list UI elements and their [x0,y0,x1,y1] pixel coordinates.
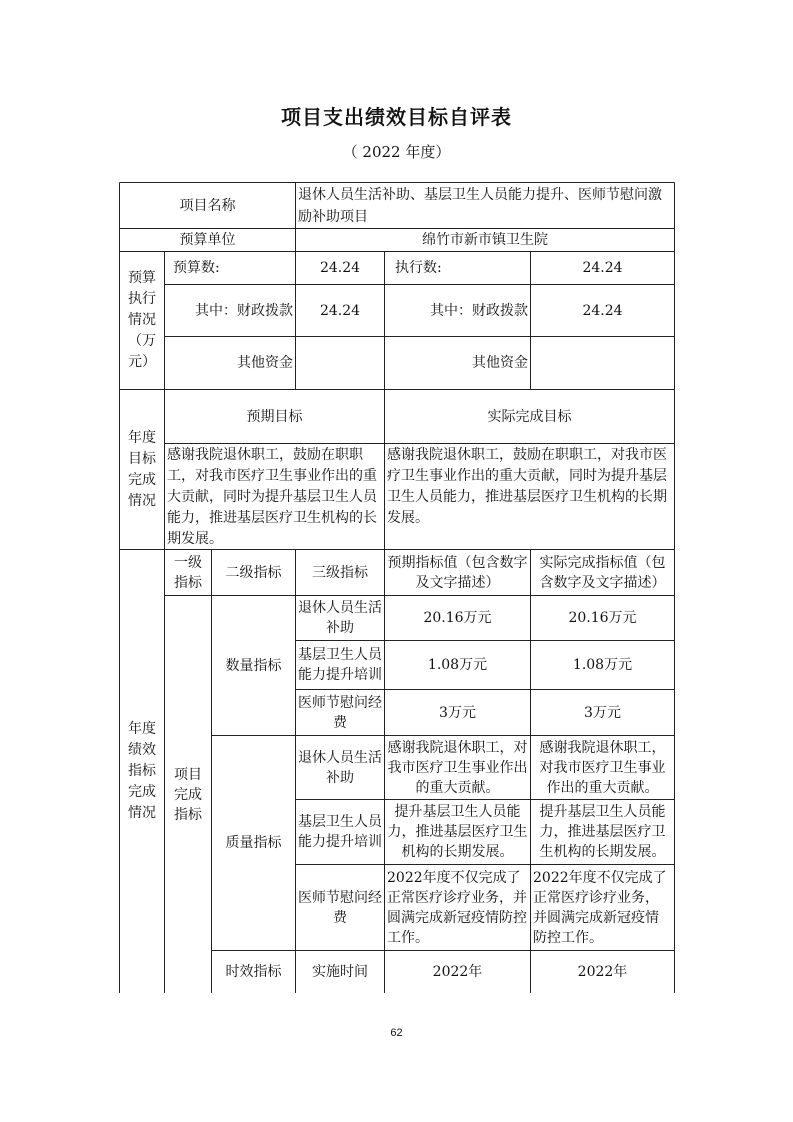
indicator-expected: 20.16万元 [423,610,492,626]
indicator-actual: 1.08万元 [572,657,633,673]
header-level3: 三级指标 [312,564,368,581]
indicator-expected: 感谢我院退休职工，对我市医疗卫生事业作出的重大贡献。 [387,739,528,796]
indicator-expected: 1.08万元 [427,657,488,673]
budget-amount-value: 24.24 [319,260,361,276]
performance-indicators-label: 年度绩效指标完成情况 [128,721,156,821]
budget-unit-value: 绵竹市新市镇卫生院 [422,232,548,248]
level1-project-completion: 项目完成指标 [174,766,202,823]
budget-section-label: 预算执行情况（万元） [128,270,156,370]
execution-other-funds-label: 其他资金 [472,355,528,371]
document-year: （ 2022 年度） [342,143,451,161]
page-number: 62 [390,1027,403,1039]
indicator-name: 医师节慰问经费 [298,694,382,731]
indicator-name: 退休人员生活补助 [298,600,382,636]
indicator-actual: 提升基层卫生人员能力，推进基层医疗卫生机构的长期发展。 [539,804,666,860]
budget-fiscal-label: 其中：财政拨款 [195,302,293,319]
execution-amount-value: 24.24 [582,260,623,276]
execution-fiscal-value: 24.24 [582,302,623,319]
header-level2: 二级指标 [225,564,282,581]
budget-other-funds-value [296,337,384,389]
actual-goal-header: 实际完成目标 [487,408,572,425]
header-actual-value: 实际完成指标值（包含数字及文字描述） [539,554,666,591]
indicator-name: 基层卫生人员能力提升培训 [298,814,382,850]
indicator-name: 退休人员生活补助 [298,749,382,786]
execution-other-funds-value [531,337,674,389]
indicator-expected: 提升基层卫生人员能力，推进基层医疗卫生机构的长期发展。 [387,804,528,860]
indicator-actual: 感谢我院退休职工，对我市医疗卫生事业作出的重大贡献。 [539,739,666,796]
indicator-actual: 2022年度不仅完成了正常医疗诊疗业务，并圆满完成新冠疫情防控工作。 [533,869,667,946]
project-name-value: 退休人员生活补助、基层卫生人员能力提升、医师节慰问激励补助项目 [298,186,662,225]
expected-goal-text: 感谢我院退休职工，鼓励在职职工，对我市医疗卫生事业作出的重大贡献，同时为提升基层卫生人员能力，推进基层医疗卫生机构的长期发展。 [167,447,377,547]
level2-timeliness: 时效指标 [225,964,282,980]
level2-quality: 质量指标 [225,835,282,851]
header-expected-value: 预期指标值（包含数字及文字描述） [387,554,528,591]
indicator-actual: 20.16万元 [568,610,637,626]
expected-goal-header: 预期目标 [246,408,303,425]
execution-fiscal-label: 其中：财政拨款 [430,302,528,319]
budget-unit-label: 预算单位 [179,232,236,248]
document-title: 项目支出绩效目标自评表 [281,105,512,129]
indicator-name: 实施时间 [312,964,368,980]
execution-amount-label: 执行数: [395,260,442,276]
indicator-actual: 2022年 [577,964,628,980]
indicator-expected: 2022年度不仅完成了正常医疗诊疗业务，并圆满完成新冠疫情防控工作。 [387,869,527,946]
level2-quantity: 数量指标 [225,657,282,674]
budget-amount-label: 预算数: [173,260,220,276]
indicator-name: 基层卫生人员能力提升培训 [298,647,382,683]
indicator-name: 医师节慰问经费 [298,889,382,926]
indicator-expected: 3万元 [439,704,476,721]
annual-goals-label: 年度目标完成情况 [128,429,156,509]
indicator-actual: 3万元 [584,704,621,721]
budget-other-funds-label: 其他资金 [237,355,293,371]
indicator-expected: 2022年 [432,964,483,980]
actual-goal-text: 感谢我院退休职工，鼓励在职职工，对我市医疗卫生事业作出的重大贡献，同时为提升基层卫生人员能力，推进基层医疗卫生机构的长期发展。 [387,447,667,526]
project-name-label: 项目名称 [179,197,236,214]
header-level1: 一级指标 [174,554,202,591]
budget-fiscal-value: 24.24 [319,302,361,319]
